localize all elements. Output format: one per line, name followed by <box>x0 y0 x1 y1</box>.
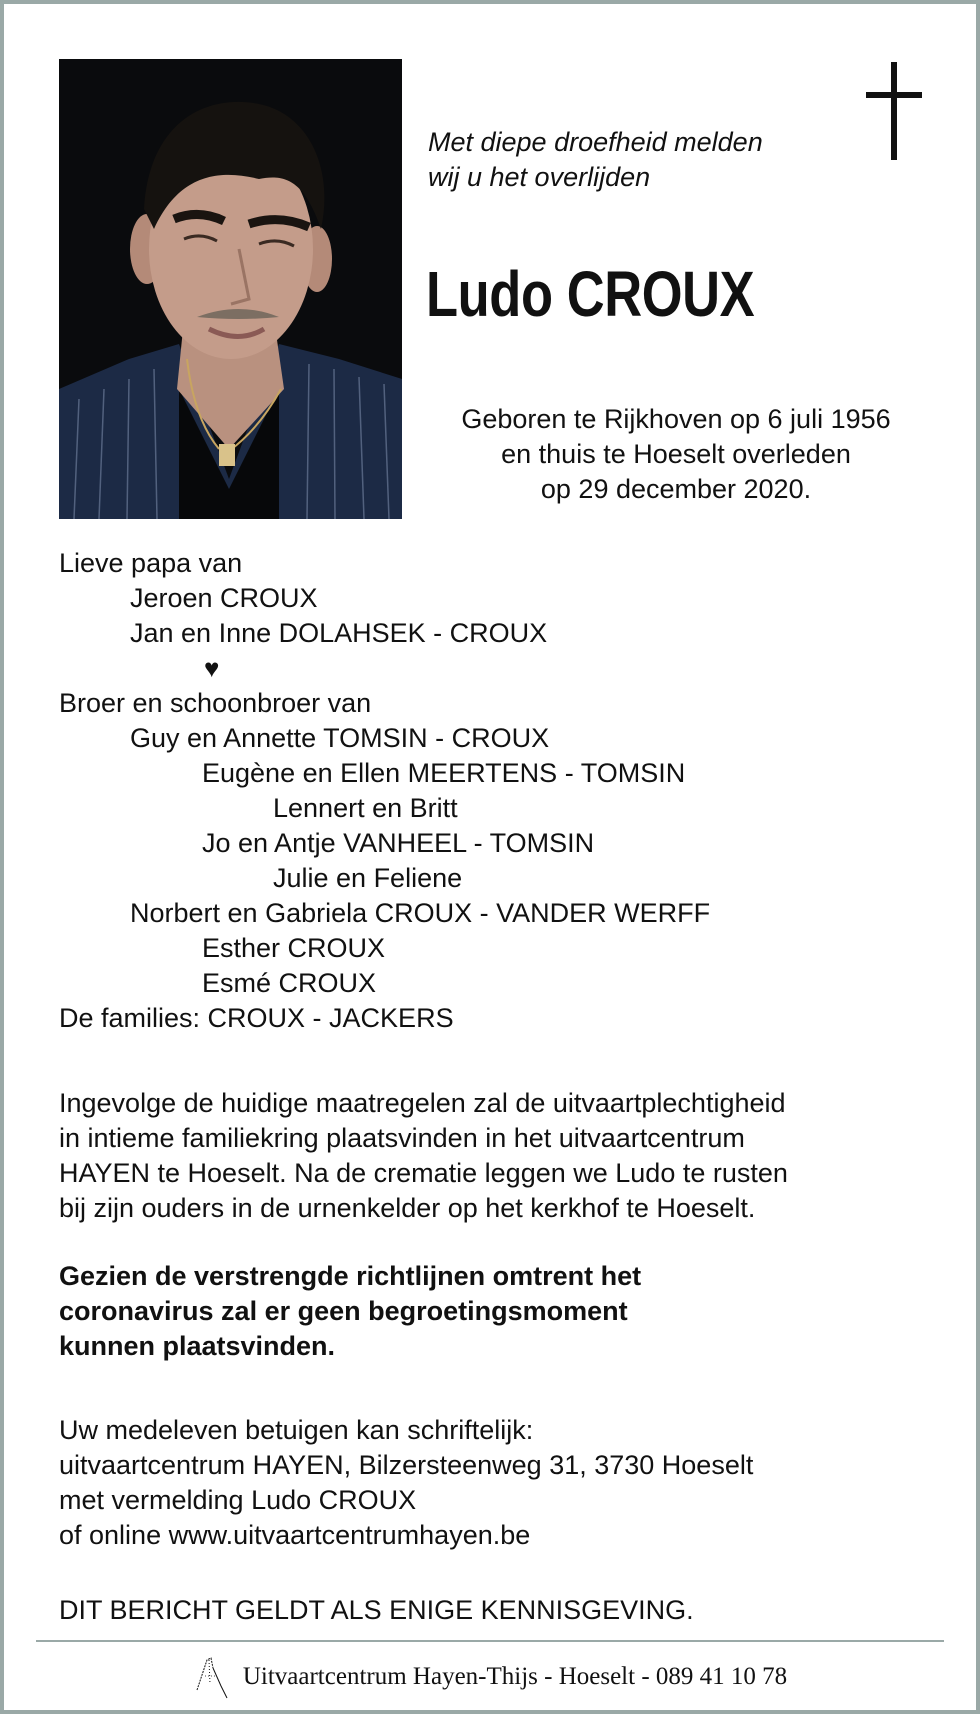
ceremony-line: Ingevolge de huidige maatregelen zal de uitvaartplechtigheid <box>59 1088 786 1118</box>
condolence-line: Uw medeleven betuigen kan schriftelijk: <box>59 1415 534 1445</box>
footer-divider <box>36 1640 944 1642</box>
family-member: Julie en Feliene <box>273 863 463 893</box>
family-heading-siblings: Broer en schoonbroer van <box>59 688 372 718</box>
family-member: Norbert en Gabriela CROUX - VANDER WERFF <box>130 898 711 928</box>
condolence-line: met vermelding Ludo CROUX <box>59 1485 417 1515</box>
cross-horizontal-bar <box>866 92 922 98</box>
footer-funeral-home: Uitvaartcentrum Hayen-Thijs - Hoeselt - 089 41 10 78 <box>242 1663 788 1690</box>
condolence-website: of online www.uitvaartcentrumhayen.be <box>59 1520 531 1550</box>
official-notice: DIT BERICHT GELDT ALS ENIGE KENNISGEVING. <box>59 1595 694 1625</box>
birth-death-info <box>414 402 938 507</box>
family-member: Guy en Annette TOMSIN - CROUX <box>130 723 550 753</box>
announcement-intro <box>428 125 763 195</box>
deceased-name: Ludo CROUX <box>426 258 755 330</box>
family-member: Jeroen CROUX <box>130 583 318 613</box>
birth-death-line: Geboren te Rijkhoven op 6 juli 1956 <box>461 404 891 434</box>
footer <box>4 1652 976 1702</box>
funeral-home-logo-icon <box>193 1654 233 1700</box>
birth-death-line: en thuis te Hoeselt overleden <box>501 439 851 469</box>
portrait-photo <box>59 59 402 519</box>
ceremony-paragraph <box>59 1086 788 1226</box>
family-member: Eugène en Ellen MEERTENS - TOMSIN <box>202 758 686 788</box>
birth-death-line: op 29 december 2020. <box>540 474 812 504</box>
family-other: De families: CROUX - JACKERS <box>59 1003 454 1033</box>
family-member: Jan en Inne DOLAHSEK - CROUX <box>130 618 548 648</box>
obituary-card <box>4 4 976 1710</box>
family-member: Jo en Antje VANHEEL - TOMSIN <box>202 828 595 858</box>
family-heading-children: Lieve papa van <box>59 548 243 578</box>
portrait-image <box>59 59 402 519</box>
heart-icon: ♥ <box>204 653 220 683</box>
family-member: Esther CROUX <box>202 933 386 963</box>
cross-vertical-bar <box>891 62 897 160</box>
ceremony-line: HAYEN te Hoeselt. Na de crematie leggen we Ludo te rusten <box>59 1158 788 1188</box>
corona-line: coronavirus zal er geen begroetingsmoment <box>59 1296 628 1326</box>
family-member: Esmé CROUX <box>202 968 377 998</box>
intro-line: Met diepe droefheid melden <box>428 127 763 157</box>
family-list <box>59 546 710 1036</box>
corona-notice <box>59 1259 641 1364</box>
family-member: Lennert en Britt <box>273 793 458 823</box>
corona-line: kunnen plaatsvinden. <box>59 1331 336 1361</box>
intro-line: wij u het overlijden <box>428 162 651 192</box>
ceremony-line: bij zijn ouders in de urnenkelder op het kerkhof te Hoeselt. <box>59 1193 756 1223</box>
corona-line: Gezien de verstrengde richtlijnen omtrent het <box>59 1261 642 1291</box>
ceremony-line: in intieme familiekring plaatsvinden in het uitvaartcentrum <box>59 1123 745 1153</box>
condolence-info <box>59 1413 753 1553</box>
cross-icon <box>866 62 922 160</box>
condolence-address: uitvaartcentrum HAYEN, Bilzersteenweg 31, 3730 Hoeselt <box>59 1450 754 1480</box>
